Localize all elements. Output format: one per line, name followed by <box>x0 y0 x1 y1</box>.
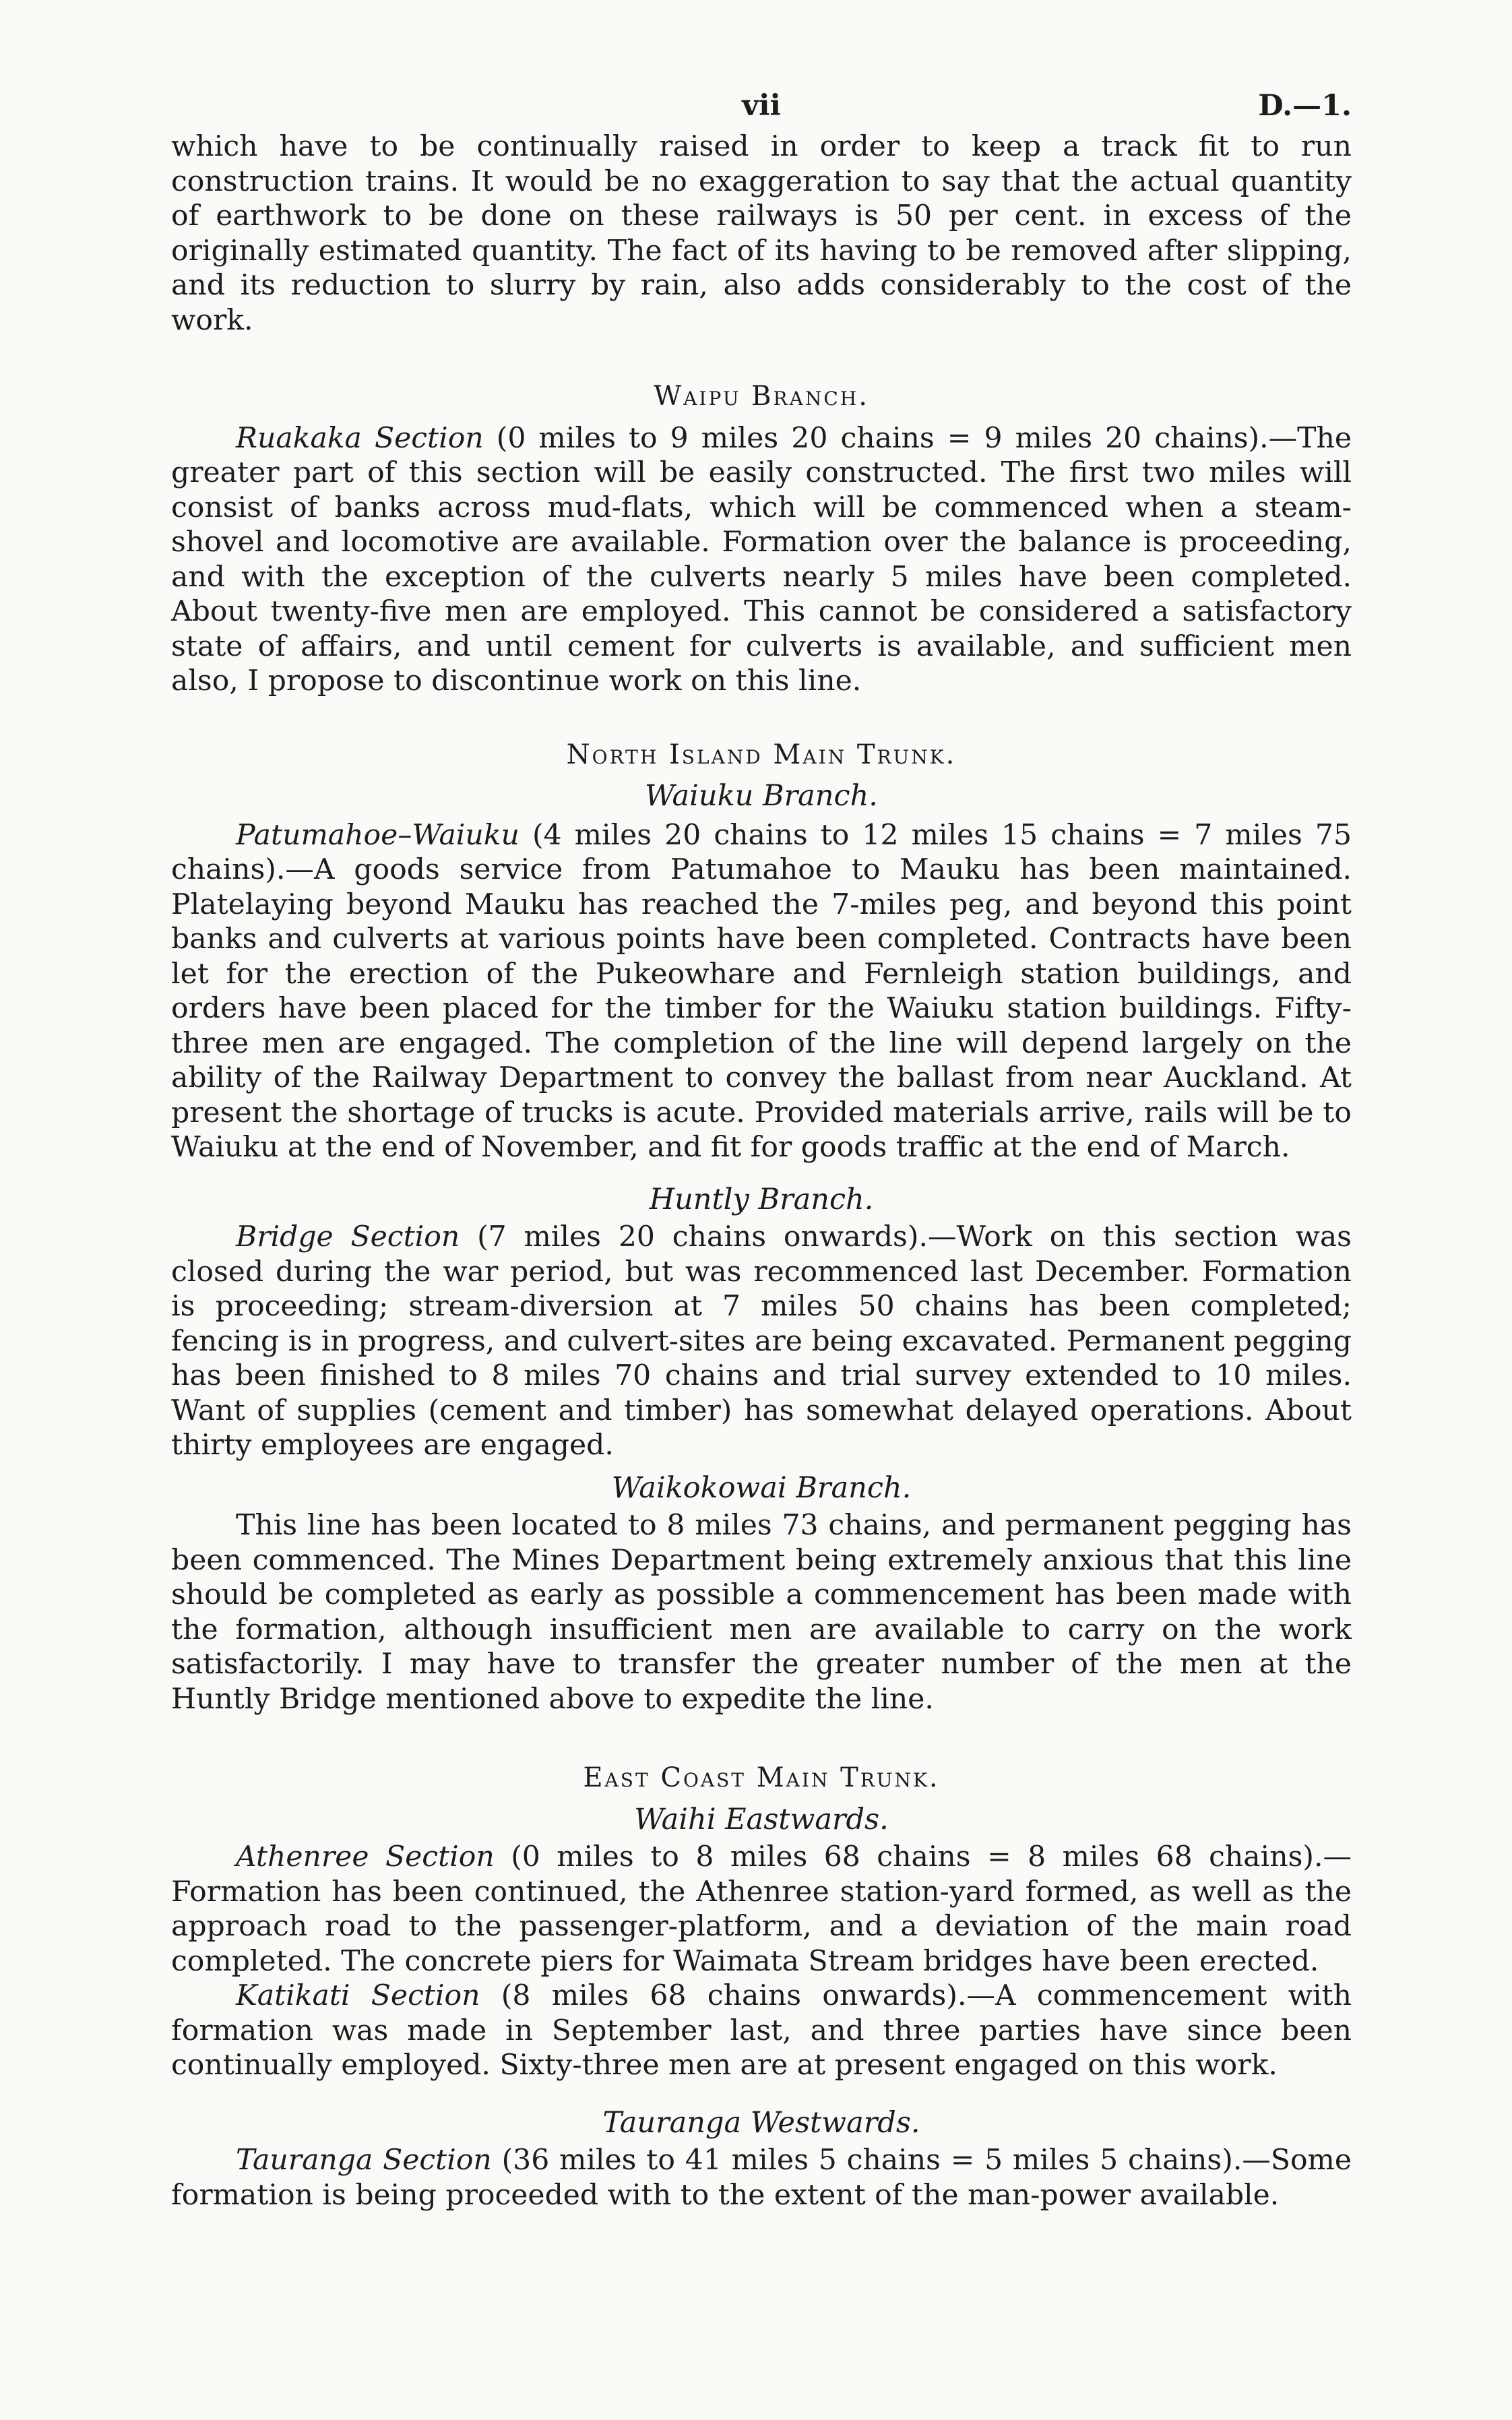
subheading-waiuku: Waiuku Branch. <box>645 779 878 813</box>
page-header <box>171 89 1352 129</box>
paragraph-text: (7 miles 20 chains onwards).—Work on this section was closed during the war period, but was recommenced last December. Formation is proceeding; stream-diversion at 7 miles 50 chains has been completed; fencing is in progress, and culvert-sites are being excavated. Permanent pegging has been finished to 8 miles 70 chains and trial survey extended to 10 miles. Want of supplies (cement and timber) has somewhat delayed operations. About thirty employees are engaged. <box>171 1220 1352 1462</box>
paragraph-athenree <box>171 1840 1352 1979</box>
paragraph-waikokowai: This line has been located to 8 miles 73 chains, and permanent pegging has been commenced. The Mines Department being extremely anxious that this line should be completed as early as possible a commencement has been made with the formation, although insufficient men are available to carry on the work satisfactorily. I may have to transfer the greater number of the men at the Huntly Bridge mentioned above to expedite the line. <box>171 1509 1352 1716</box>
paragraph-bridge-section <box>171 1220 1352 1463</box>
subheading-tauranga: Tauranga Westwards. <box>602 2105 920 2140</box>
section-name: Tauranga Section <box>236 2144 492 2177</box>
subheading-waikokowai: Waikokowai Branch. <box>611 1470 912 1505</box>
subheading-waihi: Waihi Eastwards. <box>634 1802 889 1836</box>
document-reference: D.—1. <box>1258 89 1352 123</box>
subheading-huntly: Huntly Branch. <box>649 1182 874 1216</box>
paragraph-text: (4 miles 20 chains to 12 miles 15 chains = 7 miles 75 chains).—A goods service from Patumahoe to Mauku has been maintained. Platelaying beyond Mauku has reached the 7-miles peg, and beyond this point banks and culverts at various points have been completed. Contracts have been let for the erection of the Pukeowhare and Fernleigh station buildings, and orders have been placed for the timber for the Waiuku station buildings. Fifty-three men are engaged. The completion of the line will depend largely on the ability of the Railway Department to convey the ballast from near Auckland. At present the shortage of trucks is acute. Provided materials arrive, rails will be to Waiuku at the end of November, and fit for goods traffic at the end of March. <box>171 818 1352 1164</box>
section-name: Patumahoe–Waiuku <box>236 818 519 852</box>
section-heading-waipu: Waipu Branch. <box>654 381 869 412</box>
paragraph-text: (0 miles to 9 miles 20 chains = 9 miles 20 chains).—The greater part of this section will be easily constructed. The first two miles will consist of banks across mud-flats, which will be commenced when a steam-shovel and locomotive are available. Formation over the balance is proceeding, and with the exception of the culverts nearly 5 miles have been completed. About twenty-five men are employed. This cannot be considered a satisfactory state of affairs, and until cement for culverts is available, and sufficient men also, I propose to discontinue work on this line. <box>171 421 1352 697</box>
section-name: Athenree Section <box>236 1840 495 1873</box>
paragraph: which have to be continually raised in order to keep a track fit to run construction trains. It would be no exaggeration to say that the actual quantity of earthwork to be done on these railways is 50 per cent. in excess of the originally estimated quantity. The fact of its having to be removed after slipping, and its reduction to slurry by rain, also adds considerably to the cost of the work. <box>171 130 1352 337</box>
paragraph-tauranga <box>171 2143 1352 2212</box>
section-name: Katikati Section <box>236 1979 480 2012</box>
page-number: vii <box>742 89 781 123</box>
section-name: Ruakaka Section <box>236 421 484 455</box>
paragraph-ruakaka <box>171 421 1352 699</box>
document-page <box>171 89 1352 2212</box>
section-name: Bridge Section <box>236 1220 460 1253</box>
paragraph-patumahoe <box>171 818 1352 1165</box>
section-heading-ecmt: East Coast Main Trunk. <box>583 1762 940 1793</box>
paragraph-text: (0 miles to 8 miles 68 chains = 8 miles 68 chains).—Formation has been continued, the Athenree station-yard formed, as well as the approach road to the passenger-platform, and a deviation of the main road completed. The concrete piers for Waimata Stream bridges have been erected. <box>171 1840 1352 1978</box>
section-heading-nimt: North Island Main Trunk. <box>566 739 957 770</box>
paragraph-text: (36 miles to 41 miles 5 chains = 5 miles 5 chains).—Some formation is being proceeded with to the extent of the man-power available. <box>171 2144 1352 2212</box>
paragraph-katikati <box>171 1979 1352 2083</box>
paragraph-text: (8 miles 68 chains onwards).—A commencement with formation was made in September last, and three parties have since been continually employed. Sixty-three men are at present engaged on this work. <box>171 1979 1352 2082</box>
